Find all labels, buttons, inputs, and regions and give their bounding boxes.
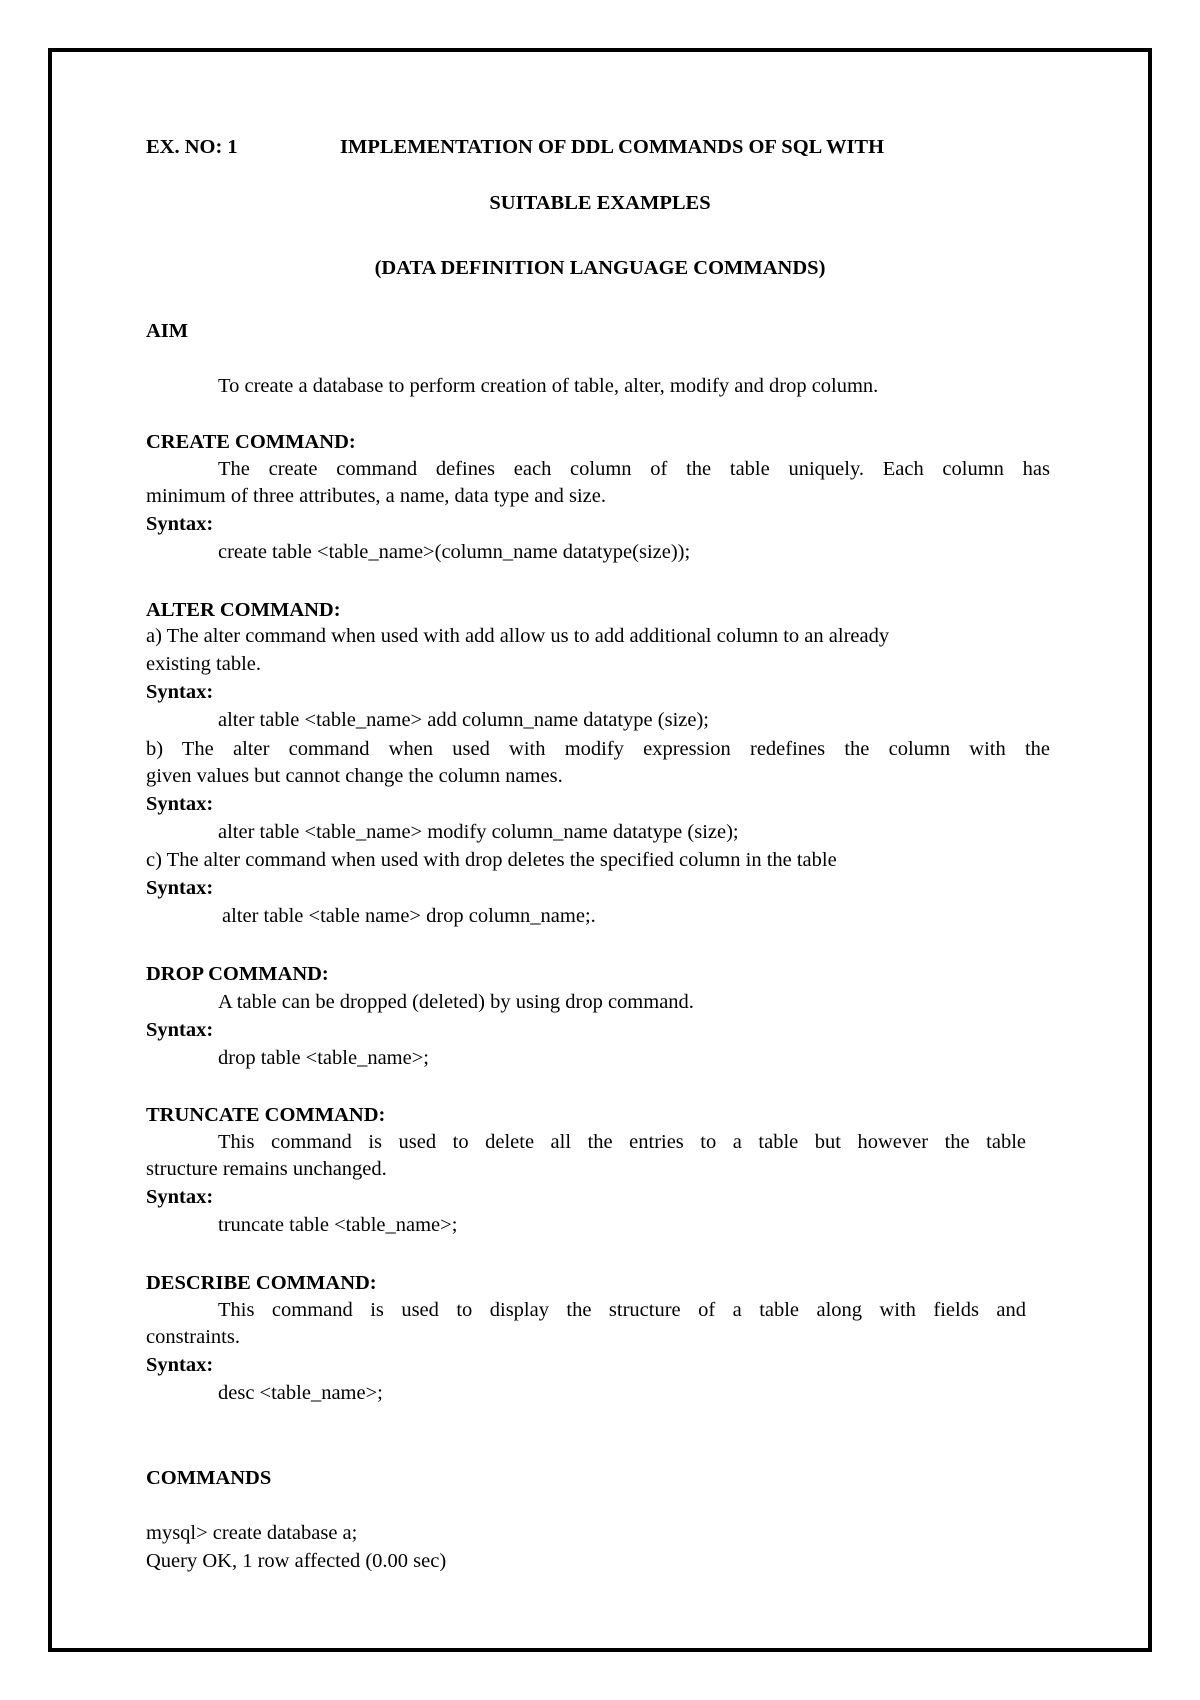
alter-b-syntax-label: Syntax: <box>146 793 214 815</box>
truncate-heading: TRUNCATE COMMAND: <box>146 1104 386 1126</box>
alter-c-line1: c) The alter command when used with drop deletes the specified column in the table <box>146 849 837 871</box>
create-description-line2: minimum of three attributes, a name, data type and size. <box>146 485 606 507</box>
drop-syntax-label: Syntax: <box>146 1019 214 1041</box>
aim-text: To create a database to perform creation of table, alter, modify and drop column. <box>218 375 879 397</box>
command-line: mysql> create database a; <box>146 1522 358 1544</box>
document-title-line1: IMPLEMENTATION OF DDL COMMANDS OF SQL WITH <box>340 136 885 158</box>
create-syntax-label: Syntax: <box>146 513 214 535</box>
alter-c-syntax: alter table <table name> drop column_name;. <box>222 905 596 927</box>
describe-description-line1: This command is used to display the structure of a table along with fields and <box>218 1299 1026 1321</box>
create-description-line1: The create command defines each column of the table uniquely. Each column has <box>218 458 1050 480</box>
document-subtitle: (DATA DEFINITION LANGUAGE COMMANDS) <box>374 257 826 279</box>
alter-c-syntax-label: Syntax: <box>146 877 214 899</box>
drop-description: A table can be dropped (deleted) by using drop command. <box>218 991 694 1013</box>
create-heading: CREATE COMMAND: <box>146 431 356 453</box>
alter-b-line2: given values but cannot change the column names. <box>146 765 563 787</box>
truncate-description-line1: This command is used to delete all the entries to a table but however the table <box>218 1131 1026 1153</box>
describe-description-line2: constraints. <box>146 1326 240 1348</box>
truncate-syntax-label: Syntax: <box>146 1186 214 1208</box>
describe-syntax: desc <table_name>; <box>218 1382 383 1404</box>
drop-heading: DROP COMMAND: <box>146 963 329 985</box>
alter-heading: ALTER COMMAND: <box>146 599 341 621</box>
truncate-syntax: truncate table <table_name>; <box>218 1214 458 1236</box>
truncate-description-line2: structure remains unchanged. <box>146 1158 387 1180</box>
alter-a-syntax: alter table <table_name> add column_name datatype (size); <box>218 709 709 731</box>
create-syntax: create table <table_name>(column_name datatype(size)); <box>218 541 691 563</box>
command-output: Query OK, 1 row affected (0.00 sec) <box>146 1550 447 1572</box>
alter-a-line1: a) The alter command when used with add allow us to add additional column to an already <box>146 625 890 647</box>
commands-heading: COMMANDS <box>146 1467 272 1489</box>
drop-syntax: drop table <table_name>; <box>218 1047 429 1069</box>
document-title-line2: SUITABLE EXAMPLES <box>489 192 711 214</box>
alter-a-syntax-label: Syntax: <box>146 681 214 703</box>
alter-a-line2: existing table. <box>146 653 262 675</box>
alter-b-syntax: alter table <table_name> modify column_name datatype (size); <box>218 821 739 843</box>
aim-heading: AIM <box>146 320 189 342</box>
exercise-number: EX. NO: 1 <box>146 136 238 158</box>
alter-b-line1: b) The alter command when used with modify expression redefines the column with the <box>146 738 1050 760</box>
describe-heading: DESCRIBE COMMAND: <box>146 1272 377 1294</box>
describe-syntax-label: Syntax: <box>146 1354 214 1376</box>
